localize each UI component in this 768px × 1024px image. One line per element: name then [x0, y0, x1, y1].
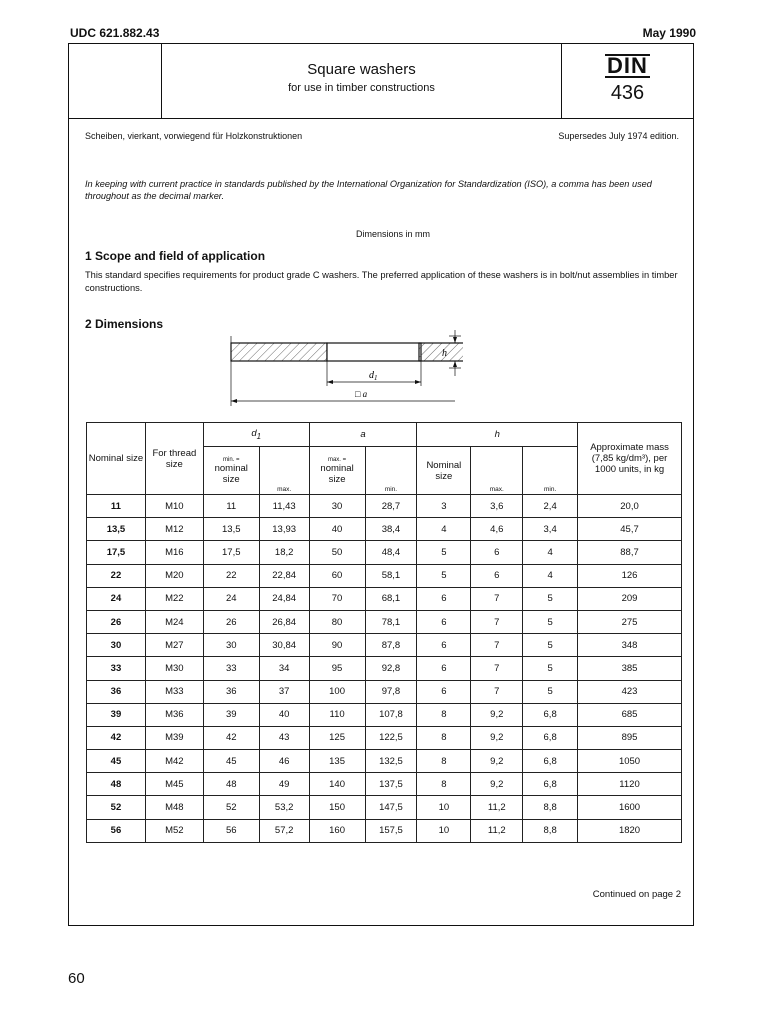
- document-frame: [68, 43, 694, 926]
- table-cell: 895: [578, 726, 682, 749]
- table-cell: 40: [259, 703, 309, 726]
- table-cell: M39: [145, 726, 203, 749]
- supersedes-note: Supersedes July 1974 edition.: [558, 131, 679, 141]
- d1-label: $d_1$: [369, 370, 378, 382]
- table-cell: 36: [87, 680, 146, 703]
- table-cell: 5: [523, 680, 578, 703]
- continued-note: Continued on page 2: [592, 889, 681, 900]
- table-cell: 17,5: [87, 541, 146, 564]
- din-number: 436: [610, 82, 645, 104]
- table-cell: 8,8: [523, 819, 578, 842]
- title-block-left-cell: [69, 44, 162, 118]
- table-cell: 6,8: [523, 750, 578, 773]
- table-row: [87, 773, 682, 796]
- dimensions-unit-note: Dimensions in mm: [355, 229, 431, 239]
- table-cell: 28,7: [365, 495, 417, 518]
- table-cell: 13,5: [203, 518, 259, 541]
- table-cell: 4,6: [471, 518, 523, 541]
- table-cell: M16: [145, 541, 203, 564]
- table-cell: 87,8: [365, 634, 417, 657]
- table-cell: M33: [145, 680, 203, 703]
- table-cell: 6: [471, 541, 523, 564]
- section-1-text: This standard specifies requirements for product grade C washers. The preferred application of these washers is in bolt/nut assemblies in timber constructions.: [85, 270, 678, 293]
- table-cell: 7: [471, 587, 523, 610]
- header-mass: Approximate mass (7,85 kg/dm³), per 1000 units, in kg: [578, 423, 682, 495]
- header-d1-min: min. = nominal size: [203, 447, 259, 495]
- table-row: [87, 634, 682, 657]
- table-cell: 60: [309, 564, 365, 587]
- header-nominal-size: Nominal size: [87, 423, 146, 495]
- table-cell: M48: [145, 796, 203, 819]
- table-cell: 135: [309, 750, 365, 773]
- table-cell: 48,4: [365, 541, 417, 564]
- table-cell: 38,4: [365, 518, 417, 541]
- table-cell: 3,6: [471, 495, 523, 518]
- table-cell: M20: [145, 564, 203, 587]
- table-cell: 1600: [578, 796, 682, 819]
- table-cell: 7: [471, 680, 523, 703]
- table-cell: 11: [87, 495, 146, 518]
- table-cell: 160: [309, 819, 365, 842]
- dimensions-table: [86, 422, 682, 843]
- publication-date: May 1990: [642, 26, 696, 40]
- table-cell: 423: [578, 680, 682, 703]
- table-cell: 53,2: [259, 796, 309, 819]
- table-cell: 13,93: [259, 518, 309, 541]
- table-cell: 24: [87, 587, 146, 610]
- table-cell: 8: [417, 750, 471, 773]
- document-subtitle: for use in timber constructions: [288, 82, 435, 94]
- table-cell: 6: [417, 680, 471, 703]
- table-cell: 4: [523, 564, 578, 587]
- table-row: [87, 680, 682, 703]
- title-cell: [162, 44, 561, 118]
- table-cell: 42: [87, 726, 146, 749]
- table-cell: 1120: [578, 773, 682, 796]
- table-cell: 6,8: [523, 773, 578, 796]
- table-cell: 7: [471, 657, 523, 680]
- table-cell: 6: [471, 564, 523, 587]
- table-cell: 6,8: [523, 726, 578, 749]
- table-row: [87, 657, 682, 680]
- table-cell: 11: [203, 495, 259, 518]
- table-cell: 45: [87, 750, 146, 773]
- table-cell: 157,5: [365, 819, 417, 842]
- table-cell: 6,8: [523, 703, 578, 726]
- table-cell: 56: [203, 819, 259, 842]
- table-cell: 92,8: [365, 657, 417, 680]
- table-cell: 5: [523, 610, 578, 633]
- table-cell: 17,5: [203, 541, 259, 564]
- table-row: [87, 587, 682, 610]
- table-cell: M30: [145, 657, 203, 680]
- table-cell: 6: [417, 657, 471, 680]
- table-cell: 9,2: [471, 726, 523, 749]
- header-h-min: min.: [523, 447, 578, 495]
- table-cell: 88,7: [578, 541, 682, 564]
- table-cell: 140: [309, 773, 365, 796]
- a-label: □ a: [355, 389, 368, 399]
- table-cell: 348: [578, 634, 682, 657]
- table-cell: 9,2: [471, 750, 523, 773]
- table-row: [87, 703, 682, 726]
- table-row: [87, 495, 682, 518]
- din-cell: [561, 44, 693, 118]
- table-cell: 18,2: [259, 541, 309, 564]
- table-cell: 9,2: [471, 773, 523, 796]
- header-a-max: max. = nominal size: [309, 447, 365, 495]
- table-cell: 80: [309, 610, 365, 633]
- table-cell: 22: [203, 564, 259, 587]
- document-title: Square washers: [307, 61, 416, 78]
- table-cell: 48: [203, 773, 259, 796]
- table-row: [87, 564, 682, 587]
- table-cell: 97,8: [365, 680, 417, 703]
- table-cell: 13,5: [87, 518, 146, 541]
- table-cell: 70: [309, 587, 365, 610]
- header-d1-max: max.: [259, 447, 309, 495]
- table-cell: 5: [417, 541, 471, 564]
- table-cell: 11,2: [471, 796, 523, 819]
- table-cell: 34: [259, 657, 309, 680]
- table-cell: 7: [471, 610, 523, 633]
- section-2-heading: 2 Dimensions: [85, 317, 164, 331]
- table-cell: 48: [87, 773, 146, 796]
- table-cell: 33: [203, 657, 259, 680]
- table-row: [87, 750, 682, 773]
- table-cell: 100: [309, 680, 365, 703]
- table-cell: 43: [259, 726, 309, 749]
- table-cell: 58,1: [365, 564, 417, 587]
- header-d1: $d_1$: [203, 423, 309, 447]
- table-cell: 385: [578, 657, 682, 680]
- table-cell: 10: [417, 796, 471, 819]
- table-cell: M27: [145, 634, 203, 657]
- washer-section-right: [419, 343, 463, 361]
- table-cell: 209: [578, 587, 682, 610]
- table-cell: 1820: [578, 819, 682, 842]
- table-cell: 2,4: [523, 495, 578, 518]
- table-cell: 5: [523, 634, 578, 657]
- table-cell: 8: [417, 773, 471, 796]
- table-cell: 150: [309, 796, 365, 819]
- table-cell: 26,84: [259, 610, 309, 633]
- table-cell: 5: [523, 657, 578, 680]
- table-cell: 39: [203, 703, 259, 726]
- table-cell: 45,7: [578, 518, 682, 541]
- table-cell: 30,84: [259, 634, 309, 657]
- table-cell: M24: [145, 610, 203, 633]
- table-cell: 56: [87, 819, 146, 842]
- table-row: [87, 541, 682, 564]
- table-cell: 90: [309, 634, 365, 657]
- table-cell: 49: [259, 773, 309, 796]
- table-cell: M10: [145, 495, 203, 518]
- table-cell: 8: [417, 726, 471, 749]
- table-cell: 110: [309, 703, 365, 726]
- washer-hole: [327, 343, 421, 361]
- table-cell: 50: [309, 541, 365, 564]
- table-cell: 275: [578, 610, 682, 633]
- table-cell: 78,1: [365, 610, 417, 633]
- header-a-min: min.: [365, 447, 417, 495]
- table-cell: 122,5: [365, 726, 417, 749]
- table-cell: 685: [578, 703, 682, 726]
- table-cell: 42: [203, 726, 259, 749]
- table-cell: 6: [417, 610, 471, 633]
- table-cell: 137,5: [365, 773, 417, 796]
- table-cell: 26: [87, 610, 146, 633]
- table-cell: M52: [145, 819, 203, 842]
- table-row: [87, 726, 682, 749]
- table-row: [87, 796, 682, 819]
- table-cell: 8,8: [523, 796, 578, 819]
- table-cell: 5: [523, 587, 578, 610]
- table-cell: 68,1: [365, 587, 417, 610]
- table-cell: 3: [417, 495, 471, 518]
- table-cell: 30: [203, 634, 259, 657]
- table-cell: 57,2: [259, 819, 309, 842]
- table-cell: 24: [203, 587, 259, 610]
- table-cell: M42: [145, 750, 203, 773]
- header-thread-size: For thread size: [145, 423, 203, 495]
- table-cell: 46: [259, 750, 309, 773]
- table-cell: 1050: [578, 750, 682, 773]
- german-title: Scheiben, vierkant, vorwiegend für Holzkonstruktionen: [85, 131, 303, 141]
- table-cell: 52: [203, 796, 259, 819]
- table-cell: 22,84: [259, 564, 309, 587]
- header-h-nominal: Nominal size: [417, 447, 471, 495]
- table-cell: 39: [87, 703, 146, 726]
- table-cell: 33: [87, 657, 146, 680]
- washer-section-left: [231, 343, 327, 361]
- table-cell: M12: [145, 518, 203, 541]
- table-cell: 36: [203, 680, 259, 703]
- table-cell: 37: [259, 680, 309, 703]
- table-body: [87, 495, 682, 843]
- table-cell: M45: [145, 773, 203, 796]
- table-cell: 20,0: [578, 495, 682, 518]
- header-h-max: max.: [471, 447, 523, 495]
- table-cell: 11,2: [471, 819, 523, 842]
- table-cell: 22: [87, 564, 146, 587]
- h-label: h: [442, 348, 447, 359]
- table-row: [87, 819, 682, 842]
- din-logo: DIN: [607, 53, 648, 78]
- table-cell: 4: [417, 518, 471, 541]
- header-a: a: [309, 423, 417, 447]
- table-cell: 30: [87, 634, 146, 657]
- table-cell: 10: [417, 819, 471, 842]
- table-cell: 95: [309, 657, 365, 680]
- table-cell: M36: [145, 703, 203, 726]
- table-cell: 45: [203, 750, 259, 773]
- table-cell: 132,5: [365, 750, 417, 773]
- header-h: h: [417, 423, 578, 447]
- table-cell: 6: [417, 634, 471, 657]
- table-cell: 125: [309, 726, 365, 749]
- table-cell: 24,84: [259, 587, 309, 610]
- table-cell: 5: [417, 564, 471, 587]
- table-cell: 9,2: [471, 703, 523, 726]
- table-cell: 26: [203, 610, 259, 633]
- iso-decimal-note: In keeping with current practice in standards published by the International Organization for Standardization (ISO), a comma has been used throughout as the decimal marker.: [85, 179, 652, 201]
- table-cell: M22: [145, 587, 203, 610]
- table-cell: 11,43: [259, 495, 309, 518]
- table-cell: 40: [309, 518, 365, 541]
- table-cell: 52: [87, 796, 146, 819]
- table-cell: 30: [309, 495, 365, 518]
- title-block: [69, 44, 693, 119]
- table-cell: 147,5: [365, 796, 417, 819]
- washer-drawing: [223, 326, 463, 408]
- section-1-heading: 1 Scope and field of application: [85, 249, 266, 263]
- table-cell: 7: [471, 634, 523, 657]
- table-row: [87, 518, 682, 541]
- table-cell: 4: [523, 541, 578, 564]
- table-cell: 126: [578, 564, 682, 587]
- table-cell: 3,4: [523, 518, 578, 541]
- table-cell: 8: [417, 703, 471, 726]
- table-row: [87, 610, 682, 633]
- page-number: 60: [68, 970, 85, 987]
- udc-code: UDC 621.882.43: [70, 26, 160, 40]
- table-cell: 6: [417, 587, 471, 610]
- table-cell: 107,8: [365, 703, 417, 726]
